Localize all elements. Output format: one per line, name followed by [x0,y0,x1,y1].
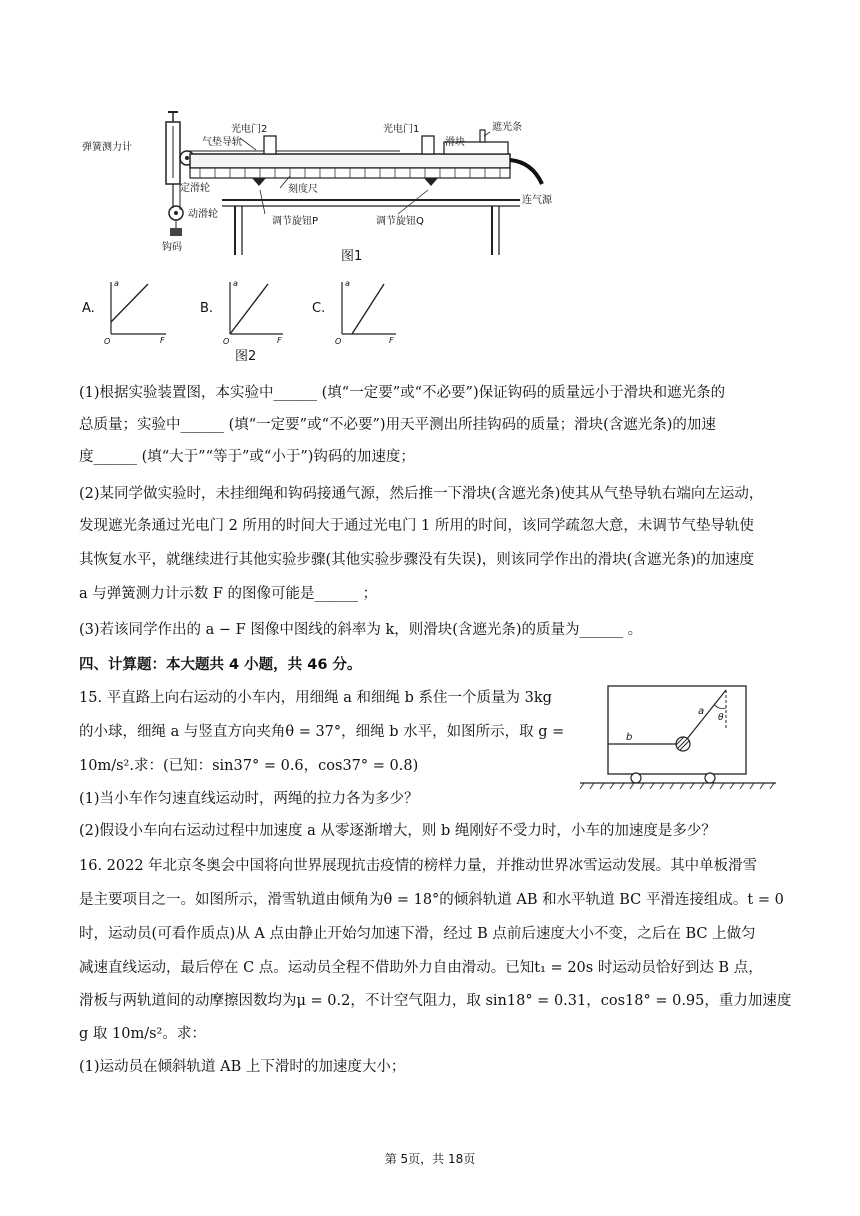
option-a-label: A. [82,301,95,316]
figure-15-cart [578,682,778,792]
label-shade-strip: 遮光条 [492,122,522,133]
q14-line: a 与弹簧测力计示数 F 的图像可能是______ ； [79,586,378,602]
q16-line: 是主要项目之一。如图所示，滑雪轨道由倾角为θ = 18°的倾斜轨道 AB 和水平轨道 BC 平滑连接组成。t = 0 [79,892,784,908]
graph-c-x-label: F [389,336,394,345]
graph-c-y-label: a [345,279,350,288]
graph-b-x-label: F [277,336,282,345]
figure-1-caption: 图1 [341,249,363,264]
q14-line: (3)若该同学作出的 a − F 图像中图线的斜率为 k，则滑块(含遮光条)的质量为______ 。 [79,622,643,638]
q14-line: 发现遮光条通过光电门 2 所用的时间大于通过光电门 1 所用的时间，该同学疏忽大意，未调节气垫导轨使 [79,518,754,534]
graph-a [82,279,166,346]
q16-line: 16. 2022 年北京冬奥会中国将向世界展现抗击疫情的榜样力量，并推动世界冰雪运动发展。其中单板滑雪 [79,858,758,874]
section-heading: 四、计算题：本大题共 4 小题，共 46 分。 [79,657,362,673]
q14-line: 其恢复水平，就继续进行其他实验步骤(其他实验步骤没有失误)，则该同学作出的滑块(含遮光条)的加速度 [79,552,755,568]
label-knob-p: 调节旋钮P [272,216,319,227]
label-air-track: 气垫导轨 [202,137,242,148]
q16-line: 减速直线运动，最后停在 C 点。运动员全程不借助外力自由滑动。已知t₁ = 20s 时运动员恰好到达 B 点， [79,960,763,976]
q15-line: 15. 平直路上向右运动的小车内，用细绳 a 和细绳 b 系住一个质量为 3kg [79,690,552,706]
q16-line: 时，运动员(可看作质点)从 A 点由静止开始匀加速下滑，经过 B 点前后速度大小不变，之后在 BC 上做匀 [79,926,756,942]
q15-line: 10m/s².求：(已知：sin37° = 0.6，cos37° = 0.8) [79,758,419,774]
q14-line: 度______ (填“大于”“等于”或“小于”)钩码的加速度； [79,449,415,465]
q16-line: (1)运动员在倾斜轨道 AB 上下滑时的加速度大小； [79,1059,406,1075]
label-fixed-pulley: 定滑轮 [180,183,210,194]
q14-line: (2)某同学做实验时，未挂细绳和钩码接通气源，然后推一下滑块(含遮光条)使其从气垫导轨右端向左运动， [79,486,764,502]
graph-b-origin: O [223,337,230,346]
label-movable-pulley: 动滑轮 [188,209,218,220]
q15-line: (2)假设小车向右运动过程中加速度 a 从零逐渐增大，则 b 绳刚好不受力时，小车的加速度是多少？ [79,823,716,839]
q16-line: g 取 10m/s²。求： [79,1026,206,1042]
label-gate1: 光电门1 [383,124,420,135]
q14-line: 总质量；实验中______ (填“一定要”或“不必要”)用天平测出所挂钩码的质量；滑块(含遮光条)的加速 [79,417,716,433]
fig15-label-theta: θ [718,713,724,723]
graph-a-x-label: F [160,336,165,345]
label-gate2: 光电门2 [231,124,268,135]
label-slider: 滑块 [445,137,465,148]
graph-b-y-label: a [233,279,238,288]
label-air-source: 连气源 [522,195,552,206]
q14-line: (1)根据实验装置图，本实验中______ (填“一定要”或“不必要”)保证钩码的质量远小于滑块和遮光条的 [79,385,726,401]
label-ruler: 刻度尺 [288,184,318,195]
q16-line: 滑板与两轨道间的动摩擦因数均为μ = 0.2，不计空气阻力，取 sin18° = 0.31，cos18° = 0.95，重力加速度 [79,993,792,1009]
label-weights: 钩码 [162,242,182,253]
graph-c [312,279,396,346]
graph-c-origin: O [335,337,342,346]
fig15-label-b: b [626,732,633,743]
figure-2-graphs [78,272,408,367]
page-footer: 第 5页，共 18页 [384,1152,476,1166]
q15-line: 的小球，细绳 a 与竖直方向夹角θ = 37°，细绳 b 水平，如图所示，取 g = [79,724,565,740]
figure-2-caption: 图2 [235,349,257,364]
graph-b [200,279,283,346]
option-c-label: C. [312,301,326,316]
figure-1-apparatus [80,110,580,270]
q15-line: (1)当小车作匀速直线运动时，两绳的拉力各为多少？ [79,791,419,807]
fig15-label-a: a [698,706,705,717]
graph-a-origin: O [104,337,111,346]
graph-a-y-label: a [114,279,119,288]
label-knob-q: 调节旋钮Q [376,216,424,227]
label-spring-scale: 弹簧测力计 [82,142,132,153]
option-b-label: B. [200,301,214,316]
